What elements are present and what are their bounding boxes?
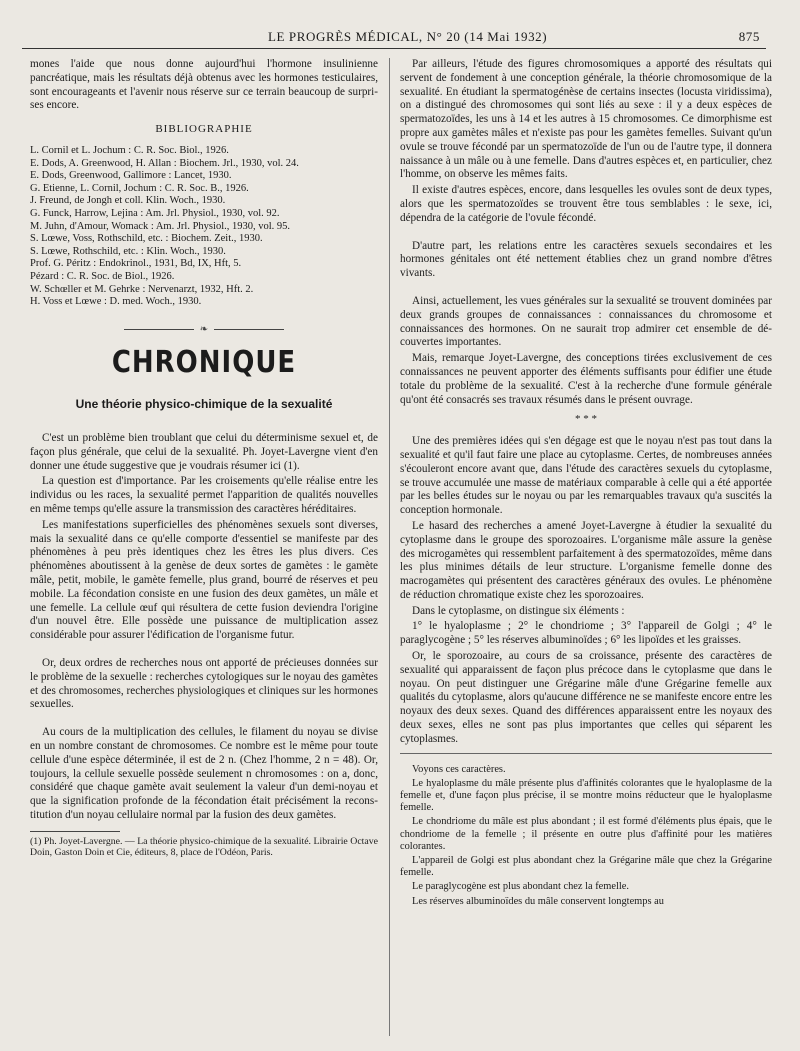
bibliography-entry: S. Lœwe, Voss, Rothschild, etc. : Biochem. Zeit., 1930. [30,233,263,245]
small-paragraph: Voyons ces caractères. [412,763,506,775]
bibliography-entry: W. Schœller et M. Gehrke : Nervenarzt, 1932, Hft. 2. [30,283,254,295]
bibliography-entry: Prof. G. Péritz : Endokrinol., 1931, Bd, IX, Hft, 5. [30,258,242,270]
small-paragraph: Le hyaloplasme du mâle présente plus d'affinités colorantes que le hyaloplasme de la femelle et, d'une façon plus précise, il se montre moins réducteur que le hyaloplasme femelle. [400,777,772,814]
body-paragraph: Il existe d'autres espèces, encore, dans lesquelles les ovules sont de deux types, alors que les spermatozoïdes se trouvent être tous semblables : le sexe, ici, dépendra de la catégorie de l'ovule fécondé. [400,184,772,224]
small-paragraph: Les réserves albuminoïdes du mâle conservent longtemps au [412,895,664,907]
bibliography-entry: G. Funck, Harrow, Lejina : Am. Jrl. Physiol., 1930, vol. 92. [30,207,280,219]
journal-title: LE PROGRÈS MÉDICAL, N° 20 (14 Mai 1932) [268,29,548,44]
small-paragraph: Le chondriome du mâle est plus abondant ; il est formé d'éléments plus épais, que le chondriome de la femelle ; il présente en outre plus d'affinité pour les matières colorantes. [400,816,772,852]
bibliography-entry: H. Voss et Lœwe : D. med. Woch., 1930. [30,296,202,308]
bibliography-entry: E. Dods, Greenwood, Gallimore : Lancet, 1930. [30,170,232,182]
right-column [400,58,772,910]
page-number: 875 [738,29,760,44]
header-rule [22,48,766,49]
body-paragraph: Les manifestations superficielles des phénomènes sexuels sont diverses, mais la sexualité dans ce qu'elle comporte d'essentiel se manifeste par des phénomènes à peu près identiques chez les êtres les plus divers. Ces phénomènes aboutissent à la genèse de deux sortes de gamètes : le gamète mâle, petit, mobile, le gamète femelle, plus grand, bourré de réserves et peu mobile. La fécondation consiste en une fusion des deux gamètes, un mâle et une femelle. La cellule œuf qui résultera de cette fusion deviendra l'origine d'un nouvel être. Elle possède une puissance de multiplication assez considérable pour assurer l'édification de l'organisme futur. [30,518,378,642]
bibliography-entry: J. Freund, de Jongh et coll. Klin. Woch., 1930. [30,195,226,207]
paragraph-rule [400,753,772,754]
bibliography-entry: M. Juhn, d'Amour, Womack : Am. Jrl. Physiol., 1930, vol. 95. [30,220,291,232]
left-column [30,58,378,861]
body-paragraph: D'autre part, les relations entre les caractères sexuels secondaires et les hormones génitales ont été nettement établies chez un grand nombre d'êtres vivants. [400,239,772,280]
section-stars: * * * [575,413,597,426]
bibliography-entry: G. Etienne, L. Cornil, Jochum : C. R. Soc. B., 1926. [30,182,249,194]
section-ornament: ❧ [30,323,378,337]
body-paragraph: Par ailleurs, l'étude des figures chromosomiques a apporté des résultats qui servent de fondement à une conception générale, la théorie chromosomique de la sexualité. En étudiant la spermatogénèse de certains insectes (locusta viridissima), on a distingué des chromosomes qui sont liés au sexe : il y a deux espèces de spermatozoïdes, les uns à 14 et les autres à 15 chromosomes. Ce dimorphisme est propre aux gamètes mâles et n'existe pas pour les gamètes femelles. Suivant qu'un ovule se trouve fécondé par un spermatozoïde de l'un ou de l'autre type, il donnera naissance à un mâle ou à une femelle. Dans d'autres espèces et, en particulier, chez l'homme, on observe les mêmes faits. [400,58,772,181]
body-paragraph: Mais, remarque Joyet-Lavergne, des conceptions tirées exclusivement de ces connaissances ne peuvent apporter des éléments suffisants pour édifier une étude totale du problème de la sexualité. C'est à la recherche d'une formule générale qu'ont été consacrés ses travaux résumés dans le présent ouvrage. [400,352,772,406]
column-divider [389,58,390,1036]
body-paragraph: Dans le cytoplasme, on distingue six éléments : [412,604,625,617]
bibliography-entry: L. Cornil et L. Jochum : C. R. Soc. Biol., 1926. [30,144,229,156]
running-header [40,26,760,48]
bibliography-entry: Pézard : C. R. Soc. de Biol., 1926. [30,270,175,282]
body-paragraph: Or, le sporozoaire, au cours de sa croissance, présente des caractères de sexualité qui apparaissent de façon plus précoce dans le cytoplasme que dans le noyau. On peut distinguer une Grégarine mâle d'une Grégarine femelle aux qualités du cytoplasme, alors qu'aucune différence ne se manifeste encore entre les noyaux des deux sexes. Quand des différences apparaissent entre les noyaux des deux sexes, elles ne sont pas plus importantes que celles qui séparent les cytoplasmes. [400,650,772,745]
footnote-rule [30,831,120,832]
bibliography-entry: E. Dods, A. Greenwood, H. Allan : Biochem. Jrl., 1930, vol. 24. [30,157,299,169]
body-paragraph: Ainsi, actuellement, les vues générales sur la sexualité se trouvent dominées par deux grands groupes de connaissances : connaissances du chromosome et connaissances des hormones. On ne saurait trop admirer cet ensemble de découvertes importantes. [400,294,772,349]
body-paragraph: Le hasard des recherches a amené Joyet-Lavergne à étudier la sexualité du cytoplasme dans le groupe des sporozoaires. L'organisme mâle assure la genèse des microgamètes qui ressemblent parfaitement à des spermatozoïdes, même dans les plus minimes détails de leur structure. L'organisme femelle donne des macrogamètes qui présentent des caractères généraux des ovules. Le phénomène de réduction chromatique existe chez les sporozoaires. [400,519,772,601]
small-paragraph: Le paraglycogène est plus abondant chez la femelle. [412,881,629,893]
section-title: CHRONIQUE [111,345,297,380]
article-title: Une théorie physico-chimique de la sexualité [75,397,333,412]
body-paragraph: Or, deux ordres de recherches nous ont apporté de précieuses données sur le problème de la sexuelle : recherches cytologiques sur le noyau des gamètes et des chromosomes, recherches physiologiques et cliniques sur les hormones sexuelles. [30,657,378,711]
bibliography-heading: BIBLIOGRAPHIE [155,123,253,136]
body-paragraph: Une des premières idées qui s'en dégage est que le noyau n'est pas tout dans la sexualité et qu'il faut faire une place au cytoplasme. Certes, de nombreuses années s'écouleront encore avant que, dans l'étude des caractères sexuels du cytoplasme, se trouve accumulée une masse de matériaux comparable à celle qui a été apportée par les belles études sur le noyau ou par les remarquables travaux qu'a suscités la conception hormonale. [400,435,772,517]
continued-paragraph: mones l'aide que nous donne aujourd'hui l'hormone insulinienne pancréatique, mais les résultats déjà obtenus avec les hormones testiculaires, sont encourageants et l'avenir nous réserve sur ce terrain beaucoup de surprises encore. [30,58,378,112]
small-paragraph: L'appareil de Golgi est plus abondant chez la Grégarine mâle que chez la Grégarine femelle. [400,855,772,879]
body-paragraph: La question est d'importance. Par les croisements qu'elle réalise entre les individus ou les races, la sexualité permet l'apparition de qualités nouvelles en même temps qu'elle assure la transmission des caractères héréditaires. [30,475,378,516]
footnote: (1) Ph. Joyet-Lavergne. — La théorie physico-chimique de la sexualité. Librairie Octave Doin, Gaston Doin et Cie, éditeurs, 8, place de l'Odéon, Paris. [30,835,378,859]
body-paragraph: 1° le hyaloplasme ; 2° le chondriome ; 3° l'appareil de Golgi ; 4° le paraglycogène ; 5° les réserves albuminoïdes ; 6° les lipoïdes et les graisses. [400,620,772,647]
body-paragraph: Au cours de la multiplication des cellules, le filament du noyau se divise en un nombre constant de chromosomes. Ce nombre est le même pour toute cellule d'une espèce déterminée, il est de 2 n. (Chez l'homme, 2 n = 48). Or, toujours, la cellule sexuelle possède seulement n chromosomes : on a, donc, considéré que chaque gamète avait seulement la valeur d'un demi-noyau et que la signification profonde de la fécondation était précisément la reconstitution d'un noyau cellulaire normal par la fusion des deux gamètes. [30,726,378,822]
bibliography-entry: S. Lœwe, Rothschild, etc. : Klin. Woch., 1930. [30,245,226,257]
bibliography-list [30,145,378,309]
body-paragraph: C'est un problème bien troublant que celui du déterminisme sexuel et, de façon plus générale, que celui de la sexualité. Ph. Joyet-Lavergne vient d'en donner une étude suggestive que je voudrais résumer ici (1). [30,432,378,472]
